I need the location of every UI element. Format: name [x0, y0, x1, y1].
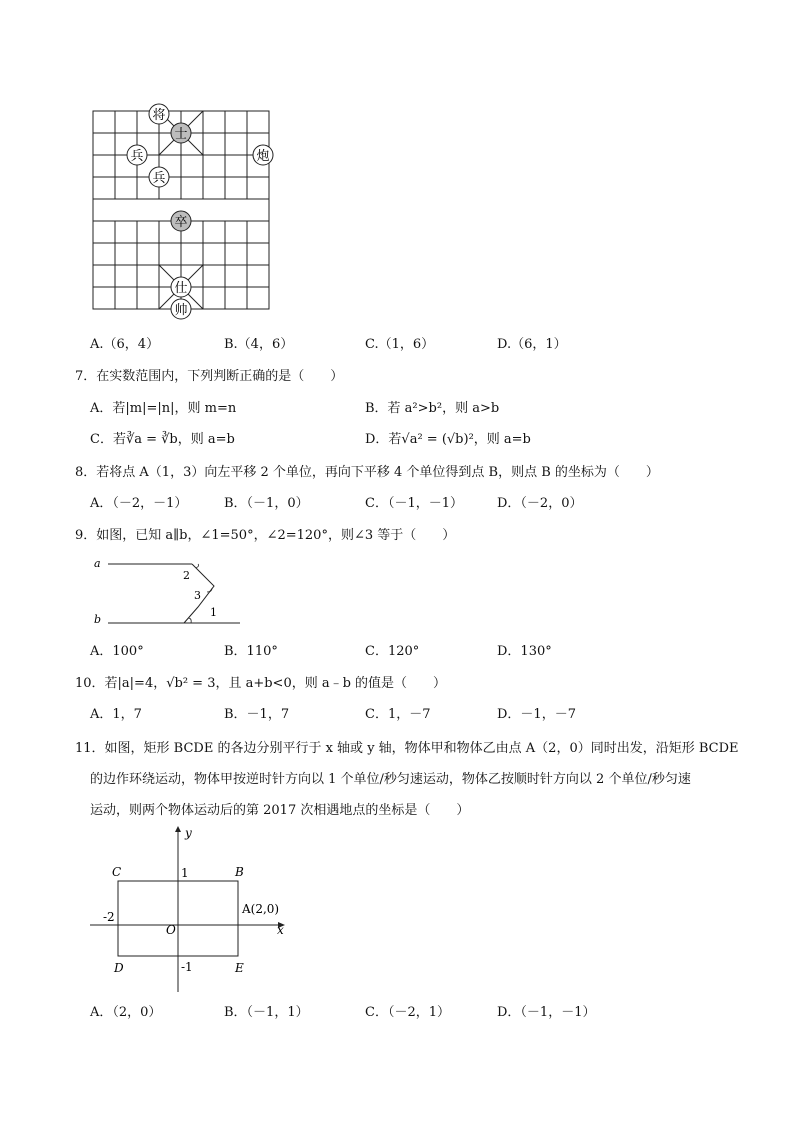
- svg-text:-1: -1: [181, 960, 193, 974]
- q7-option-a[interactable]: A．若|m|=|n|，则 m=n: [90, 401, 237, 416]
- q8-option-c[interactable]: C．（－1，－1）: [365, 496, 463, 511]
- svg-text:1: 1: [210, 606, 217, 619]
- svg-text:y: y: [185, 826, 192, 840]
- q7-option-d[interactable]: D．若√a² = (√b)²，则 a=b: [365, 432, 531, 447]
- svg-text:E: E: [235, 961, 244, 975]
- q6-option-c[interactable]: C.（1，6）: [365, 337, 435, 352]
- q11-stem-line1: 11．如图，矩形 BCDE 的各边分别平行于 x 轴或 y 轴，物体甲和物体乙由点 A（2，0）同时出发，沿矩形 BCDE: [75, 741, 739, 756]
- svg-text:3: 3: [194, 589, 201, 602]
- q10-stem: 10．若|a|=4，√b² = 3，且 a+b<0，则 a﹣b 的值是（ ）: [75, 676, 447, 691]
- coordinate-rectangle-figure: [90, 826, 300, 994]
- svg-text:C: C: [112, 865, 122, 879]
- piece-pao: [253, 145, 273, 165]
- q11-stem-line3: 运动，则两个物体运动后的第 2017 次相遇地点的坐标是（ ）: [90, 803, 470, 818]
- q7-stem: 7．在实数范围内，下列判断正确的是（ ）: [75, 369, 344, 384]
- q8-option-a[interactable]: A．（－2，－1）: [90, 496, 188, 511]
- svg-text:1: 1: [181, 866, 189, 880]
- q6-option-b[interactable]: B.（4，6）: [224, 337, 294, 352]
- svg-text:兵: 兵: [152, 171, 166, 186]
- svg-text:b: b: [94, 613, 102, 626]
- piece-bing-1: [127, 145, 147, 165]
- piece-shi-gray: [171, 123, 191, 143]
- q10-option-b[interactable]: B．－1，7: [224, 707, 290, 722]
- q6-option-a[interactable]: A.（6，4）: [90, 337, 160, 352]
- q9-option-b[interactable]: B．110°: [224, 644, 278, 659]
- svg-text:-2: -2: [103, 910, 115, 924]
- svg-text:仕: 仕: [174, 281, 188, 296]
- chessboard-figure: [85, 100, 285, 325]
- q9-option-c[interactable]: C．120°: [365, 644, 420, 659]
- q8-option-d[interactable]: D．（－2，0）: [497, 496, 583, 511]
- piece-bing-2: [149, 167, 169, 187]
- svg-text:将: 将: [152, 108, 166, 123]
- piece-shuai: [171, 299, 191, 319]
- q11-option-d[interactable]: D．（－1，－1）: [497, 1005, 596, 1020]
- q7-option-c[interactable]: C．若∛a = ∛b，则 a=b: [90, 432, 235, 447]
- svg-text:D: D: [114, 961, 124, 975]
- piece-shi-red: [171, 277, 191, 297]
- parallel-lines-figure: [88, 552, 248, 630]
- q7-option-b[interactable]: B．若 a²>b²，则 a>b: [365, 401, 500, 416]
- svg-text:a: a: [94, 557, 101, 570]
- q11-option-c[interactable]: C．（－2，1）: [365, 1005, 450, 1020]
- svg-text:士: 士: [174, 127, 188, 142]
- q8-stem: 8．若将点 A（1，3）向左平移 2 个单位，再向下平移 4 个单位得到点 B，则点 B 的坐标为（ ）: [75, 465, 659, 480]
- svg-text:x: x: [277, 923, 284, 937]
- svg-text:炮: 炮: [256, 149, 270, 164]
- svg-text:帅: 帅: [174, 303, 188, 318]
- svg-text:O: O: [166, 923, 176, 937]
- q10-option-d[interactable]: D．－1，－7: [497, 707, 576, 722]
- piece-jiang: [149, 104, 169, 124]
- q9-stem: 9．如图，已知 a∥b，∠1=50°，∠2=120°，则∠3 等于（ ）: [75, 528, 456, 543]
- q10-option-c[interactable]: C．1，－7: [365, 707, 431, 722]
- svg-text:卒: 卒: [174, 215, 188, 230]
- svg-text:B: B: [235, 865, 244, 879]
- q10-option-a[interactable]: A．1，7: [90, 707, 142, 722]
- q6-option-d[interactable]: D.（6，1）: [497, 337, 567, 352]
- svg-text:兵: 兵: [130, 149, 144, 164]
- q9-option-a[interactable]: A．100°: [90, 644, 144, 659]
- q9-option-d[interactable]: D．130°: [497, 644, 552, 659]
- q11-option-a[interactable]: A．（2，0）: [90, 1005, 162, 1020]
- svg-text:2: 2: [183, 569, 190, 582]
- piece-zu: [171, 211, 191, 231]
- q11-option-b[interactable]: B．（－1，1）: [224, 1005, 309, 1020]
- q8-option-b[interactable]: B．（－1，0）: [224, 496, 309, 511]
- svg-text:A(2,0): A(2,0): [242, 902, 280, 916]
- q11-stem-line2: 的边作环绕运动，物体甲按逆时针方向以 1 个单位/秒匀速运动，物体乙按顺时针方向以 2 个单位/秒匀速: [90, 772, 691, 787]
